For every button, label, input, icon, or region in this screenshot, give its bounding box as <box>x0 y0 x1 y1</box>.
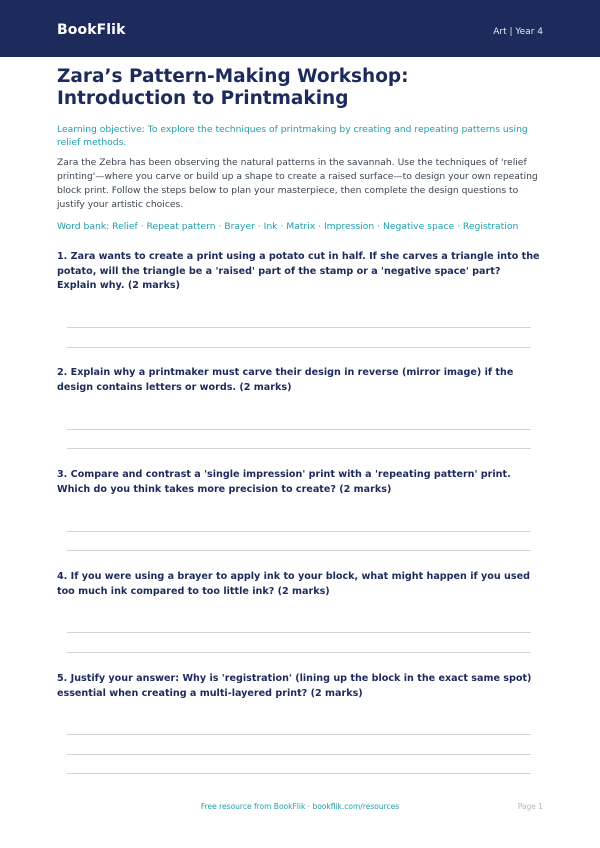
answer-line[interactable] <box>67 448 531 449</box>
question-2: 2. Explain why a printmaker must carve their design in reverse (mirror image) if the design contains letters or words. (2 marks) <box>57 367 514 393</box>
answer-line[interactable] <box>67 754 531 755</box>
learning-objective: Learning objective: To explore the techniques of printmaking by creating and repeating patterns using relief methods. <box>57 124 528 148</box>
subject-year-label: Art | Year 4 <box>493 27 543 37</box>
answer-line[interactable] <box>67 429 531 430</box>
word-bank: Word bank: Relief · Repeat pattern · Brayer · Ink · Matrix · Impression · Negative space · Registration <box>57 221 519 232</box>
footer-source-link[interactable]: Free resource from BookFlik · bookflik.com/resources <box>200 802 400 811</box>
answer-line[interactable] <box>67 327 531 328</box>
answer-line[interactable] <box>67 773 531 774</box>
answer-line[interactable] <box>67 652 531 653</box>
question-3: 3. Compare and contrast a 'single impression' print with a 'repeating pattern' print. Which do you think takes more precision to create? (2 marks) <box>57 469 511 495</box>
answer-line[interactable] <box>67 347 531 348</box>
page-number: Page 1 <box>517 802 543 811</box>
answer-line[interactable] <box>67 531 531 532</box>
answer-line[interactable] <box>67 632 531 633</box>
answer-line[interactable] <box>67 734 531 735</box>
answer-line[interactable] <box>67 550 531 551</box>
intro-paragraph: Zara the Zebra has been observing the natural patterns in the savannah. Use the techniques of 'relief printing'—where you carve or build up a shape to create a raised surface—to design your own repeating block print. Follow the steps below to plan your masterpiece, then complete the design questions to justify your artistic choices. <box>57 157 538 210</box>
question-1: 1. Zara wants to create a print using a potato cut in half. If she carves a triangle into the potato, will the triangle be a 'raised' part of the stamp or a 'negative space' part? Explain why. (2 marks) <box>57 251 540 291</box>
brand-logo[interactable]: BookFlik <box>57 22 126 38</box>
page-title: Zara’s Pattern-Making Workshop: Introduction to Printmaking <box>57 66 409 109</box>
question-4: 4. If you were using a brayer to apply ink to your block, what might happen if you used too much ink compared to too little ink? (2 marks) <box>57 571 530 597</box>
question-5: 5. Justify your answer: Why is 'registration' (lining up the block in the exact same spot) essential when creating a multi-layered print? (2 marks) <box>57 673 532 699</box>
page-header <box>0 0 600 57</box>
